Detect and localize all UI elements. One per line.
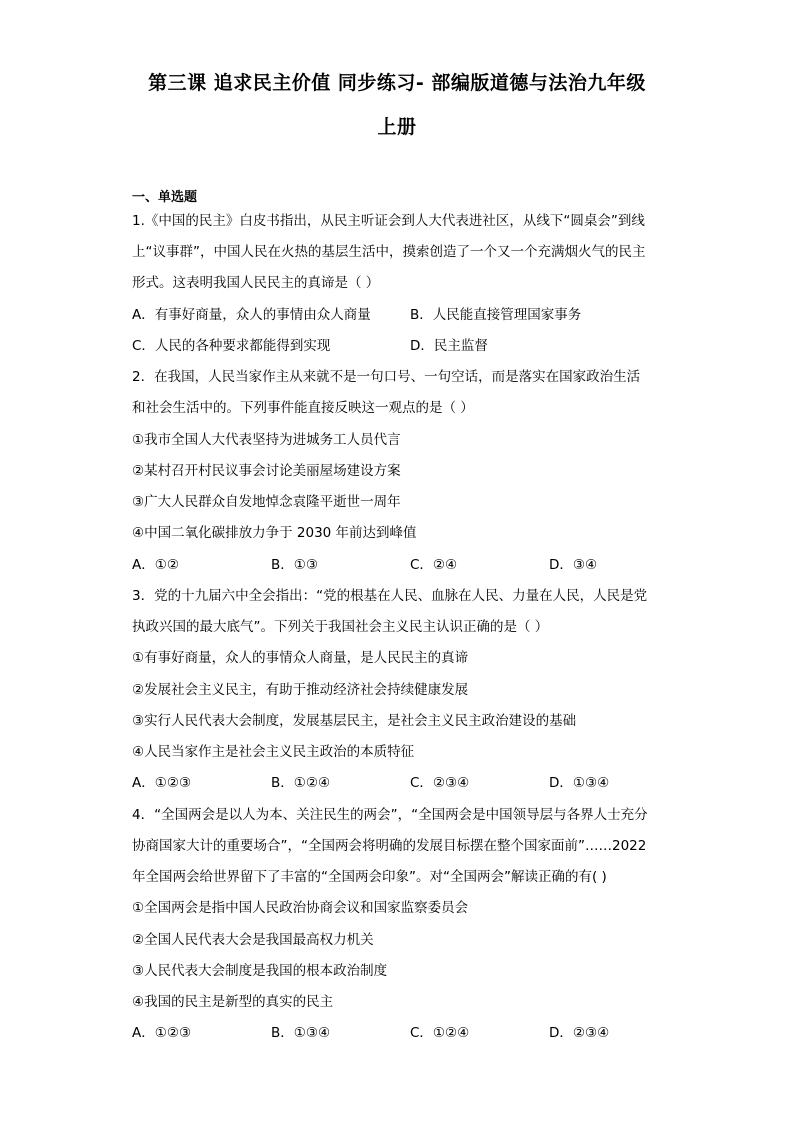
q2-option-c[interactable]: C．②④ xyxy=(410,557,458,573)
q2-statement: ③广大人民群众自发地悼念袁隆平逝世一周年 xyxy=(132,494,401,510)
q4-stem-line: 协商国家大计的重要场合”，“全国两会将明确的发展目标摆在整个国家面前”……2022 xyxy=(132,838,647,854)
q4-option-a[interactable]: A．①②③ xyxy=(132,1025,192,1041)
q3-option-c[interactable]: C．②③④ xyxy=(410,775,470,791)
document-title-line-1: 第三课 追求民主价值 同步练习- 部编版道德与法治九年级 xyxy=(148,72,646,94)
q2-statement: ④中国二氧化碳排放力争于 2030 年前达到峰值 xyxy=(132,525,417,541)
document-title-line-2: 上册 xyxy=(377,116,417,138)
q2-option-a[interactable]: A．①② xyxy=(132,557,179,573)
q2-option-b[interactable]: B．①③ xyxy=(271,557,318,573)
q1-option-c[interactable]: C．人民的各种要求都能得到实现 xyxy=(132,338,331,354)
q2-option-d[interactable]: D．③④ xyxy=(549,557,598,573)
q3-option-d[interactable]: D．①③④ xyxy=(549,775,610,791)
q2-stem-line: 2．在我国，人民当家作主从来就不是一句口号、一句空话，而是落实在国家政治生活 xyxy=(132,369,641,385)
q1-option-a[interactable]: A．有事好商量，众人的事情由众人商量 xyxy=(132,307,371,323)
q1-option-d[interactable]: D．民主监督 xyxy=(410,338,488,354)
q4-stem-line: 4．“全国两会是以人为本、关注民生的两会”，“全国两会是中国领导层与各界人士充分 xyxy=(132,807,648,823)
q4-statement: ②全国人民代表大会是我国最高权力机关 xyxy=(132,932,374,948)
q4-statement: ①全国两会是指中国人民政治协商会议和国家监察委员会 xyxy=(132,900,469,916)
q3-option-b[interactable]: B．①②④ xyxy=(271,775,331,791)
q1-stem-line: 形式。这表明我国人民民主的真谛是（ ） xyxy=(132,275,380,291)
q1-option-b[interactable]: B．人民能直接管理国家事务 xyxy=(410,307,582,323)
q1-stem-line: 1.《中国的民主》白皮书指出，从民主听证会到人大代表进社区，从线下“圆桌会”到线 xyxy=(132,213,645,229)
section-heading: 一、单选题 xyxy=(132,190,198,205)
q4-statement: ③人民代表大会制度是我国的根本政治制度 xyxy=(132,963,388,979)
q2-statement: ①我市全国人大代表坚持为进城务工人员代言 xyxy=(132,432,401,448)
q3-statement: ②发展社会主义民主，有助于推动经济社会持续健康发展 xyxy=(132,682,469,698)
q4-option-d[interactable]: D．②③④ xyxy=(549,1025,610,1041)
q3-statement: ③实行人民代表大会制度，发展基层民主，是社会主义民主政治建设的基础 xyxy=(132,713,577,729)
q2-stem-line: 和社会生活中的。下列事件能直接反映这一观点的是（ ） xyxy=(132,400,474,416)
q4-option-c[interactable]: C．①②④ xyxy=(410,1025,470,1041)
q3-statement: ④人民当家作主是社会主义民主政治的本质特征 xyxy=(132,744,415,760)
q4-option-b[interactable]: B．①③④ xyxy=(271,1025,331,1041)
q3-option-a[interactable]: A．①②③ xyxy=(132,775,192,791)
q4-stem-line: 年全国两会给世界留下了丰富的“全国两会印象”。对“全国两会”解读正确的有( ) xyxy=(132,869,607,885)
q2-statement: ②某村召开村民议事会讨论美丽屋场建设方案 xyxy=(132,463,401,479)
q4-statement: ④我国的民主是新型的真实的民主 xyxy=(132,994,334,1010)
q3-statement: ①有事好商量，众人的事情众人商量，是人民民主的真谛 xyxy=(132,650,469,666)
q3-stem-line: 3．党的十九届六中全会指出：“党的根基在人民、血脉在人民、力量在人民，人民是党 xyxy=(132,588,648,604)
q3-stem-line: 执政兴国的最大底气”。下列关于我国社会主义民主认识正确的是（ ） xyxy=(132,619,549,635)
q1-stem-line: 上“议事群”，中国人民在火热的基层生活中，摸索创造了一个又一个充满烟火气的民主 xyxy=(132,244,646,260)
